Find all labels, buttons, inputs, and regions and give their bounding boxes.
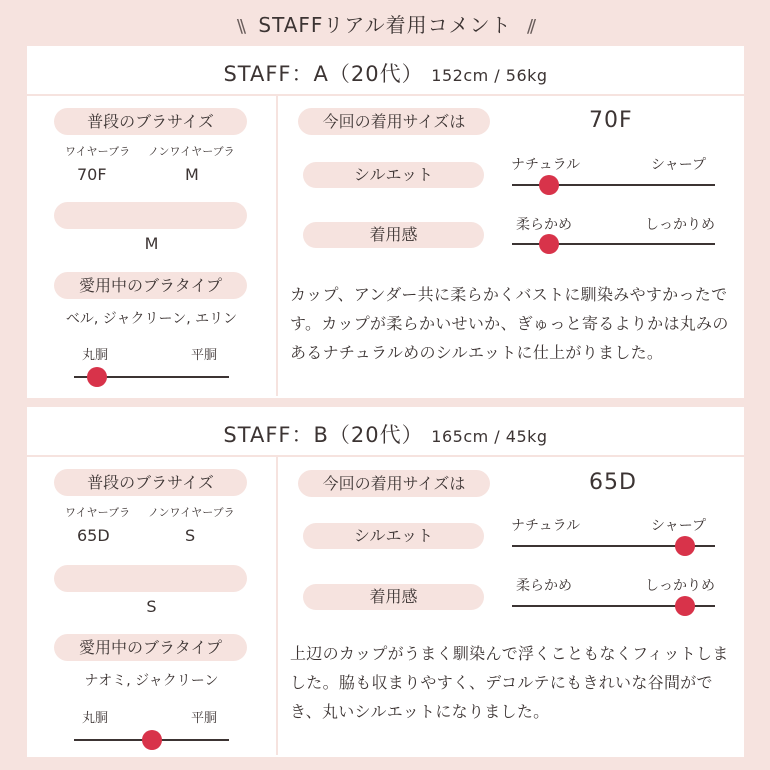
body-right-label: 平胴: [191, 348, 218, 363]
nonwire-bra-label: ノンワイヤーブラ: [148, 506, 235, 519]
staff-name: STAFF：B（20代）: [223, 423, 424, 447]
wire-bra-label: ワイヤーブラ: [65, 506, 131, 519]
header-slash-right: //: [526, 16, 534, 37]
staff-comment: カップ、アンダー共に柔らかくバストに馴染みやすかったです。カップが柔らかいせいか、ぎゅっと寄るよりかは丸みのあるナチュラルめのシルエットに仕上がりました。: [290, 285, 729, 362]
column-divider: [276, 457, 278, 755]
nonwire-bra-label: ノンワイヤーブラ: [148, 145, 235, 158]
silhouette-slider-knob: [539, 175, 559, 195]
nonwire-bra-size: M: [185, 165, 199, 184]
staff-body: [27, 457, 744, 755]
page-title: STAFFリアル着用コメント: [258, 13, 512, 37]
silhouette-right-label: シャープ: [651, 518, 707, 534]
staff-stats: 165cm / 45kg: [431, 427, 548, 446]
staff-comment: 上辺のカップがうまく馴染んで浮くこともなくフィットしました。脇も収まりやすく、デコルテにもきれいな谷間ができ、丸いシルエットになりました。: [290, 644, 729, 721]
silhouette-label: シルエット: [303, 523, 484, 549]
bra-type-label: 愛用中のブラタイプ: [54, 634, 247, 661]
body-left-label: 丸胴: [82, 348, 109, 363]
clothes-size-label: [54, 565, 247, 592]
bra-size-label: 普段のブラサイズ: [54, 469, 247, 496]
wire-bra-size: 70F: [77, 165, 107, 184]
feel-left-label: 柔らかめ: [516, 578, 572, 594]
feel-label: 着用感: [303, 584, 484, 610]
staff-title: [27, 407, 744, 457]
feel-slider-knob: [675, 596, 695, 616]
staff-stats: 152cm / 56kg: [431, 66, 548, 85]
clothes-size-label: [54, 202, 247, 229]
page-header: [0, 0, 770, 46]
feel-label: 着用感: [303, 222, 484, 248]
worn-size-label: 今回の着用サイズは: [298, 470, 490, 497]
bra-size-label: 普段のブラサイズ: [54, 108, 247, 135]
silhouette-left-label: ナチュラル: [511, 518, 581, 534]
body-left-label: 丸胴: [82, 711, 109, 726]
silhouette-left-label: ナチュラル: [511, 157, 581, 173]
feel-left-label: 柔らかめ: [516, 217, 572, 233]
silhouette-slider-knob: [675, 536, 695, 556]
worn-size-label: 今回の着用サイズは: [298, 108, 490, 135]
nonwire-bra-size: S: [185, 526, 196, 545]
header-slash-left: \\: [236, 16, 244, 37]
bra-type-label: 愛用中のブラタイプ: [54, 272, 247, 299]
staff-body: [27, 96, 744, 396]
staff-name: STAFF：A（20代）: [223, 62, 424, 86]
worn-size-value: 70F: [589, 108, 633, 133]
staff-card-a: [27, 46, 744, 398]
clothes-size: M: [144, 234, 159, 253]
bra-types: ベル, ジャクリーン, エリン: [65, 311, 238, 327]
feel-slider-knob: [539, 234, 559, 254]
body-right-label: 平胴: [191, 711, 218, 726]
staff-card-b: [27, 407, 744, 757]
worn-size-value: 65D: [589, 470, 637, 495]
clothes-size: S: [146, 597, 157, 616]
body-slider-knob: [87, 367, 107, 387]
silhouette-label: シルエット: [303, 162, 484, 188]
column-divider: [276, 96, 278, 396]
bra-types: ナオミ, ジャクリーン: [84, 673, 219, 689]
feel-right-label: しっかりめ: [645, 578, 715, 594]
body-slider-knob: [142, 730, 162, 750]
feel-right-label: しっかりめ: [645, 217, 715, 233]
staff-title: [27, 46, 744, 96]
silhouette-right-label: シャープ: [651, 157, 707, 173]
wire-bra-size: 65D: [77, 526, 110, 545]
wire-bra-label: ワイヤーブラ: [65, 145, 131, 158]
